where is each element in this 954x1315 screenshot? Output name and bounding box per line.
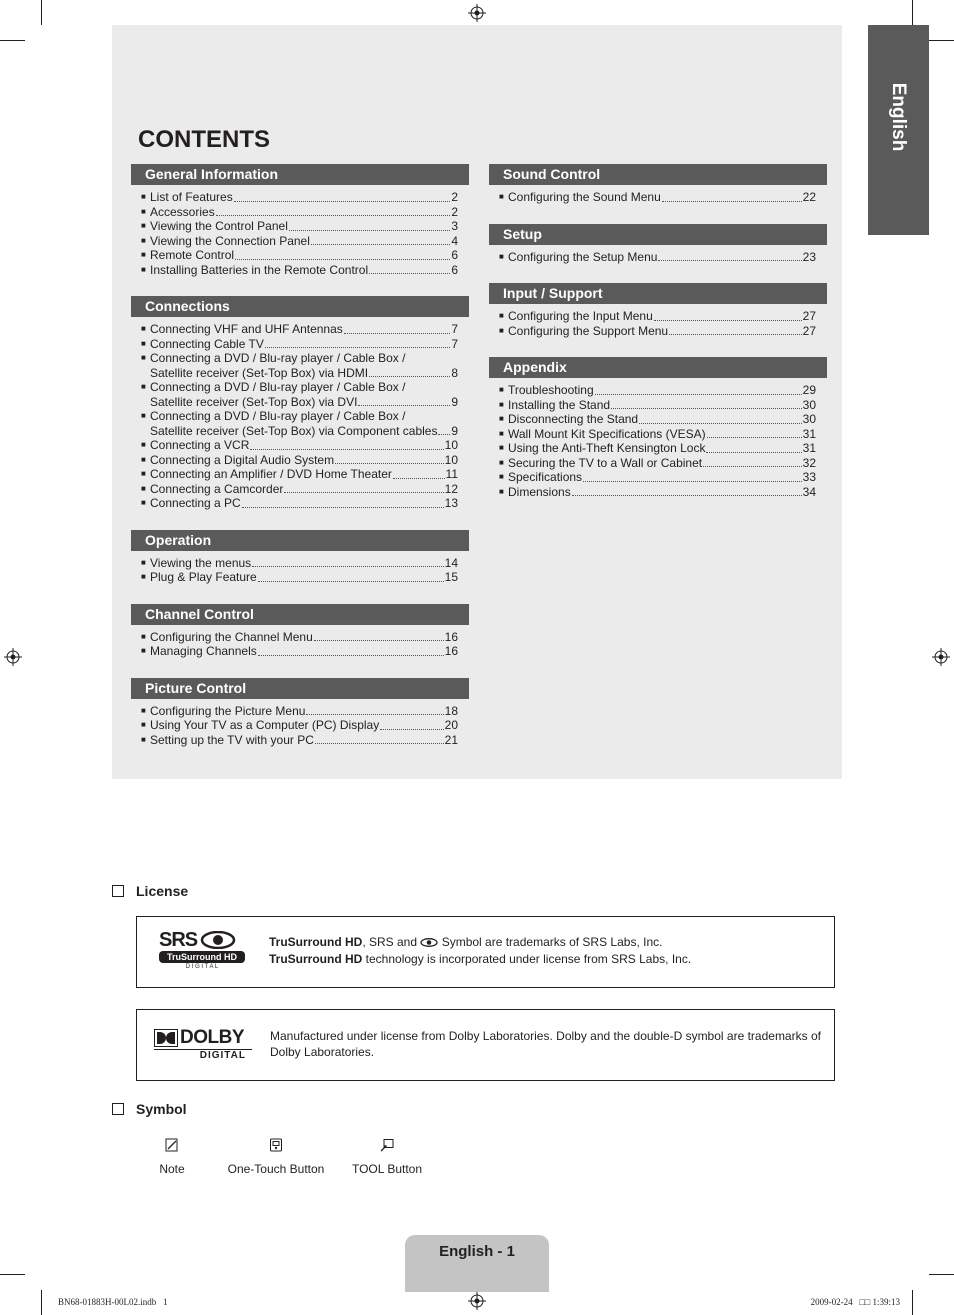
note-icon xyxy=(165,1138,179,1152)
symbol-label: One-Touch Button xyxy=(227,1162,325,1176)
dot-leader xyxy=(234,200,451,202)
crop-mark xyxy=(41,0,42,25)
toc-section-title: Input / Support xyxy=(489,283,827,304)
dolby-logo-sub: DIGITAL xyxy=(154,1049,252,1062)
square-bullet-icon: ■ xyxy=(499,192,504,201)
language-side-tab-label: English xyxy=(888,82,909,152)
toc-page-number: 31 xyxy=(802,441,816,455)
square-bullet-icon: ■ xyxy=(499,457,504,467)
square-bullet-icon: ■ xyxy=(141,572,146,581)
toc-entry-text: Viewing the menus xyxy=(150,555,252,570)
toc-entry[interactable] xyxy=(141,453,458,468)
dot-leader xyxy=(583,480,802,482)
dot-leader xyxy=(572,494,802,496)
toc-page-number: 9 xyxy=(451,394,458,409)
symbol-item-one-touch xyxy=(222,1138,330,1176)
square-bullet-icon: ■ xyxy=(141,454,146,464)
toc-entry-text: Securing the TV to a Wall or Cabinet xyxy=(508,455,703,470)
language-side-tab xyxy=(868,25,929,235)
dot-leader xyxy=(662,200,802,202)
toc-entry[interactable] xyxy=(141,704,458,719)
symbol-item-note xyxy=(142,1138,202,1176)
toc-entry-list xyxy=(131,630,469,659)
toc-entry-text: Connecting a Digital Audio System xyxy=(150,452,335,467)
toc-entry[interactable] xyxy=(141,630,458,645)
crop-mark xyxy=(0,1274,25,1275)
toc-entry-list xyxy=(131,322,469,511)
toc-entry[interactable] xyxy=(499,456,816,471)
square-bullet-icon: ■ xyxy=(141,382,146,391)
toc-entry-text: Satellite receiver (Set-Top Box) via HDMI xyxy=(150,365,369,380)
square-bullet-icon: ■ xyxy=(141,734,146,744)
toc-page-number: 14 xyxy=(444,555,458,570)
toc-page-number: 34 xyxy=(802,484,816,499)
srs-logo xyxy=(159,930,247,974)
toc-page-number: 23 xyxy=(802,249,816,264)
dot-leader xyxy=(358,404,450,406)
toc-entry-text: Specifications xyxy=(508,470,583,484)
dot-leader xyxy=(242,506,444,508)
square-bullet-icon: ■ xyxy=(141,498,146,507)
toc-page-number: 13 xyxy=(444,496,458,510)
toc-entry-continuation[interactable] xyxy=(141,424,458,439)
toc-entry[interactable] xyxy=(141,234,458,249)
toc-entry-text: Wall Mount Kit Specifications (VESA) xyxy=(508,426,706,441)
square-bullet-icon: ■ xyxy=(499,428,504,438)
dot-leader xyxy=(235,258,450,260)
toc-page-number: 12 xyxy=(444,481,458,496)
dot-leader xyxy=(216,214,451,216)
toc-entry[interactable] xyxy=(499,398,816,413)
toc-entry[interactable] xyxy=(499,412,816,427)
square-bullet-icon: ■ xyxy=(141,646,146,655)
square-bullet-icon: ■ xyxy=(499,443,504,452)
toc-entry-text: Satellite receiver (Set-Top Box) via DVI xyxy=(150,394,358,409)
toc-entry-text: Viewing the Control Panel xyxy=(150,219,288,233)
registration-mark-icon xyxy=(4,648,22,666)
tool-icon xyxy=(380,1138,394,1152)
dot-leader xyxy=(335,462,444,464)
toc-entry[interactable] xyxy=(499,309,816,324)
toc-entry[interactable] xyxy=(141,556,458,571)
toc-entry-text: Connecting a DVD / Blu-ray player / Cable Box / xyxy=(150,380,406,394)
toc-entry[interactable] xyxy=(141,351,458,366)
toc-page-number: 33 xyxy=(802,470,816,484)
dot-leader xyxy=(258,654,444,656)
toc-entry-text: Using Your TV as a Computer (PC) Display xyxy=(150,718,380,732)
toc-page-number: 3 xyxy=(451,219,458,233)
toc-section xyxy=(131,530,469,585)
toc-section xyxy=(489,283,827,338)
dot-leader xyxy=(369,375,450,377)
registration-mark-icon xyxy=(932,648,950,666)
toc-entry[interactable] xyxy=(499,383,816,398)
toc-section-title: General Information xyxy=(131,164,469,185)
square-bullet-icon: ■ xyxy=(141,250,146,259)
srs-logo-digital: D I G I T A L xyxy=(185,964,219,970)
toc-entry-list xyxy=(131,556,469,585)
toc-entry[interactable] xyxy=(499,324,816,339)
toc-section xyxy=(489,357,827,499)
toc-section-title: Picture Control xyxy=(131,678,469,699)
toc-entry[interactable] xyxy=(141,467,458,482)
toc-entry-text: Remote Control xyxy=(150,248,235,262)
square-bullet-icon: ■ xyxy=(499,399,504,409)
square-bullet-icon: ■ xyxy=(499,472,504,481)
toc-entry-text: Dimensions xyxy=(508,484,571,499)
dolby-license-box xyxy=(136,1009,835,1081)
srs-logo-sub: TruSurround HD xyxy=(159,951,245,963)
toc-entry[interactable] xyxy=(141,380,458,395)
toc-page-number: 10 xyxy=(444,438,458,452)
license-heading: License xyxy=(112,883,188,899)
toc-entry[interactable] xyxy=(141,337,458,352)
toc-entry-text: Configuring the Input Menu xyxy=(508,309,653,323)
toc-entry-text: Installing Batteries in the Remote Control xyxy=(150,262,369,277)
toc-entry-text: Connecting a DVD / Blu-ray player / Cable Box / xyxy=(150,351,406,365)
toc-entry[interactable] xyxy=(141,644,458,659)
square-bullet-icon: ■ xyxy=(141,631,146,641)
toc-page-number: 9 xyxy=(451,423,458,438)
crop-mark xyxy=(912,0,913,25)
dolby-license-text: Manufactured under license from Dolby Laboratories. Dolby and the double-D symbol are trademarks of Dolby Laboratories. xyxy=(270,1029,821,1059)
toc-page-number: 6 xyxy=(451,262,458,277)
square-bullet-icon: ■ xyxy=(141,483,146,493)
square-bullet-icon: ■ xyxy=(499,385,504,394)
toc-section-title: Channel Control xyxy=(131,604,469,625)
toc-entry-text: Managing Channels xyxy=(150,644,257,658)
toc-entry[interactable] xyxy=(141,190,458,205)
toc-entry-text: Configuring the Sound Menu xyxy=(508,190,661,204)
toc-entry[interactable] xyxy=(141,482,458,497)
registration-mark-icon xyxy=(468,4,486,22)
toc-section xyxy=(131,678,469,748)
square-bullet-icon: ■ xyxy=(141,324,146,333)
toc-entry[interactable] xyxy=(141,718,458,733)
dot-leader xyxy=(284,491,443,493)
dot-leader xyxy=(314,639,444,641)
dot-leader xyxy=(369,272,450,274)
dot-leader xyxy=(611,407,802,409)
dot-leader xyxy=(393,477,445,479)
toc-entry[interactable] xyxy=(499,190,816,205)
toc-page-number: 27 xyxy=(802,309,816,323)
crop-mark xyxy=(41,1290,42,1315)
toc-page-number: 2 xyxy=(451,204,458,219)
toc-entry[interactable] xyxy=(499,470,816,485)
square-bullet-icon: ■ xyxy=(141,720,146,729)
toc-entry-list xyxy=(131,704,469,748)
crop-mark xyxy=(929,1274,954,1275)
dot-leader xyxy=(265,346,450,348)
toc-section xyxy=(131,164,469,277)
toc-page-number: 16 xyxy=(444,644,458,658)
toc-page-number: 4 xyxy=(451,233,458,248)
dot-leader xyxy=(707,436,802,438)
page-number-tab xyxy=(405,1235,549,1292)
toc-page-number: 21 xyxy=(444,732,458,747)
checkbox-bullet-icon xyxy=(112,885,124,897)
square-bullet-icon: ■ xyxy=(141,705,146,715)
toc-entry-continuation[interactable] xyxy=(141,395,458,410)
toc-entry-text: Connecting Cable TV xyxy=(150,336,264,351)
toc-section-title: Sound Control xyxy=(489,164,827,185)
dot-leader xyxy=(669,333,802,335)
square-bullet-icon: ■ xyxy=(499,414,504,423)
toc-entry[interactable] xyxy=(141,219,458,234)
toc-entry[interactable] xyxy=(141,496,458,511)
contents-right-column xyxy=(489,164,827,499)
toc-page-number: 30 xyxy=(802,397,816,412)
toc-entry-text: Satellite receiver (Set-Top Box) via Component cables xyxy=(150,423,438,438)
toc-entry-list xyxy=(131,190,469,277)
dot-leader xyxy=(306,713,443,715)
contents-left-column xyxy=(131,164,469,747)
toc-entry-text: List of Features xyxy=(150,190,233,204)
toc-entry-text: Viewing the Connection Panel xyxy=(150,233,310,248)
toc-entry[interactable] xyxy=(141,263,458,278)
toc-page-number: 7 xyxy=(451,336,458,351)
print-slug-right: 2009-02-24 □□ 1:39:13 xyxy=(810,1297,900,1307)
checkbox-bullet-icon xyxy=(112,1103,124,1115)
square-bullet-icon: ■ xyxy=(499,325,504,335)
toc-page-number: 10 xyxy=(444,452,458,467)
toc-page-number: 20 xyxy=(444,718,458,732)
dolby-logo-text: DOLBY xyxy=(180,1027,244,1048)
toc-section-title: Operation xyxy=(131,530,469,551)
toc-page-number: 32 xyxy=(802,455,816,470)
toc-entry-text: Accessories xyxy=(150,204,215,219)
square-bullet-icon: ■ xyxy=(499,251,504,261)
toc-entry-text: Connecting a Camcorder xyxy=(150,481,284,496)
toc-entry-text: Installing the Stand xyxy=(508,397,611,412)
srs-symbol-icon xyxy=(200,931,236,949)
toc-entry-list xyxy=(489,250,827,265)
square-bullet-icon: ■ xyxy=(141,557,146,567)
toc-page-number: 29 xyxy=(802,383,816,397)
toc-entry[interactable] xyxy=(499,441,816,456)
dot-leader xyxy=(344,332,451,334)
dot-leader xyxy=(658,259,801,261)
toc-entry-text: Connecting a DVD / Blu-ray player / Cable Box / xyxy=(150,409,406,423)
dot-leader xyxy=(639,422,802,424)
square-bullet-icon: ■ xyxy=(499,486,504,496)
toc-page-number: 15 xyxy=(444,570,458,584)
toc-section xyxy=(131,604,469,659)
toc-entry-text: Configuring the Support Menu xyxy=(508,323,669,338)
square-bullet-icon: ■ xyxy=(141,440,146,449)
square-bullet-icon: ■ xyxy=(141,221,146,230)
toc-entry-text: Setting up the TV with your PC xyxy=(150,732,314,747)
dot-leader xyxy=(250,448,443,450)
toc-entry[interactable] xyxy=(499,250,816,265)
toc-page-number: 22 xyxy=(802,190,816,204)
toc-section-title: Setup xyxy=(489,224,827,245)
toc-entry[interactable] xyxy=(141,248,458,263)
square-bullet-icon: ■ xyxy=(141,192,146,201)
dot-leader xyxy=(289,229,450,231)
toc-page-number: 27 xyxy=(802,323,816,338)
symbol-label: Note xyxy=(159,1162,185,1176)
crop-mark xyxy=(929,40,954,41)
srs-logo-text: SRS xyxy=(159,929,198,951)
toc-entry-text: Troubleshooting xyxy=(508,383,594,397)
square-bullet-icon: ■ xyxy=(499,311,504,320)
square-bullet-icon: ■ xyxy=(141,469,146,478)
toc-entry-text: Using the Anti-Theft Kensington Lock xyxy=(508,441,706,455)
dot-leader xyxy=(252,565,443,567)
one-touch-icon xyxy=(269,1138,283,1152)
toc-entry[interactable] xyxy=(141,570,458,585)
toc-page-number: 2 xyxy=(451,190,458,204)
symbol-item-tool xyxy=(345,1138,429,1176)
toc-entry-text: Connecting VHF and UHF Antennas xyxy=(150,322,343,336)
toc-entry-text: Configuring the Channel Menu xyxy=(150,629,313,644)
toc-section xyxy=(489,164,827,205)
toc-entry[interactable] xyxy=(141,409,458,424)
symbol-heading: Symbol xyxy=(112,1101,187,1117)
square-bullet-icon: ■ xyxy=(141,338,146,348)
srs-license-box xyxy=(136,916,835,988)
toc-page-number: 8 xyxy=(451,365,458,380)
toc-entry[interactable] xyxy=(141,438,458,453)
crop-mark xyxy=(0,40,25,41)
toc-entry-list xyxy=(489,383,827,499)
toc-entry-text: Connecting a PC xyxy=(150,496,241,510)
toc-section-title: Connections xyxy=(131,296,469,317)
dot-leader xyxy=(315,742,444,744)
dot-leader xyxy=(258,580,444,582)
registration-mark-icon xyxy=(468,1292,486,1310)
dot-leader xyxy=(311,243,450,245)
dolby-double-d-icon xyxy=(154,1029,178,1047)
contents-title: CONTENTS xyxy=(138,126,270,153)
square-bullet-icon: ■ xyxy=(141,235,146,245)
toc-entry-text: Configuring the Picture Menu xyxy=(150,703,306,718)
toc-section-title: Appendix xyxy=(489,357,827,378)
dot-leader xyxy=(703,465,802,467)
toc-section xyxy=(131,296,469,511)
toc-entry-text: Disconnecting the Stand xyxy=(508,412,639,426)
dolby-logo xyxy=(154,1028,254,1064)
dot-leader xyxy=(595,393,802,395)
toc-entry-list xyxy=(489,309,827,338)
symbol-label: TOOL Button xyxy=(351,1162,423,1176)
toc-entry-continuation[interactable] xyxy=(141,366,458,381)
crop-mark xyxy=(912,1290,913,1315)
toc-page-number: 6 xyxy=(451,248,458,262)
toc-section xyxy=(489,224,827,265)
toc-entry[interactable] xyxy=(141,322,458,337)
square-bullet-icon: ■ xyxy=(141,264,146,274)
toc-page-number: 16 xyxy=(444,629,458,644)
square-bullet-icon: ■ xyxy=(141,206,146,216)
toc-entry-text: Configuring the Setup Menu xyxy=(508,249,658,264)
toc-entry[interactable] xyxy=(141,205,458,220)
toc-entry[interactable] xyxy=(499,485,816,500)
toc-page-number: 31 xyxy=(802,426,816,441)
srs-license-text: TruSurround HD, SRS and Symbol are trademarks of SRS Labs, Inc. TruSurround HD technology is incorporated under license from SRS Labs, Inc. xyxy=(269,935,692,966)
toc-page-number: 7 xyxy=(451,322,458,336)
dot-leader xyxy=(438,433,450,435)
toc-entry[interactable] xyxy=(499,427,816,442)
toc-entry-text: Connecting an Amplifier / DVD Home Theater xyxy=(150,467,392,481)
print-slug-left: BN68-01883H-00L02.indb 1 xyxy=(58,1297,168,1307)
square-bullet-icon: ■ xyxy=(141,353,146,362)
toc-page-number: 18 xyxy=(444,703,458,718)
toc-entry-text: Plug & Play Feature xyxy=(150,570,257,584)
toc-entry[interactable] xyxy=(141,733,458,748)
toc-page-number: 11 xyxy=(445,467,458,481)
dot-leader xyxy=(380,728,443,730)
toc-page-number: 30 xyxy=(802,412,816,426)
page-number-label: English - 1 xyxy=(439,1243,515,1260)
dot-leader xyxy=(706,451,801,453)
square-bullet-icon: ■ xyxy=(141,411,146,420)
toc-entry-list xyxy=(489,190,827,205)
toc-entry-text: Connecting a VCR xyxy=(150,438,250,452)
srs-inline-symbol-icon xyxy=(420,938,438,947)
dot-leader xyxy=(654,319,802,321)
